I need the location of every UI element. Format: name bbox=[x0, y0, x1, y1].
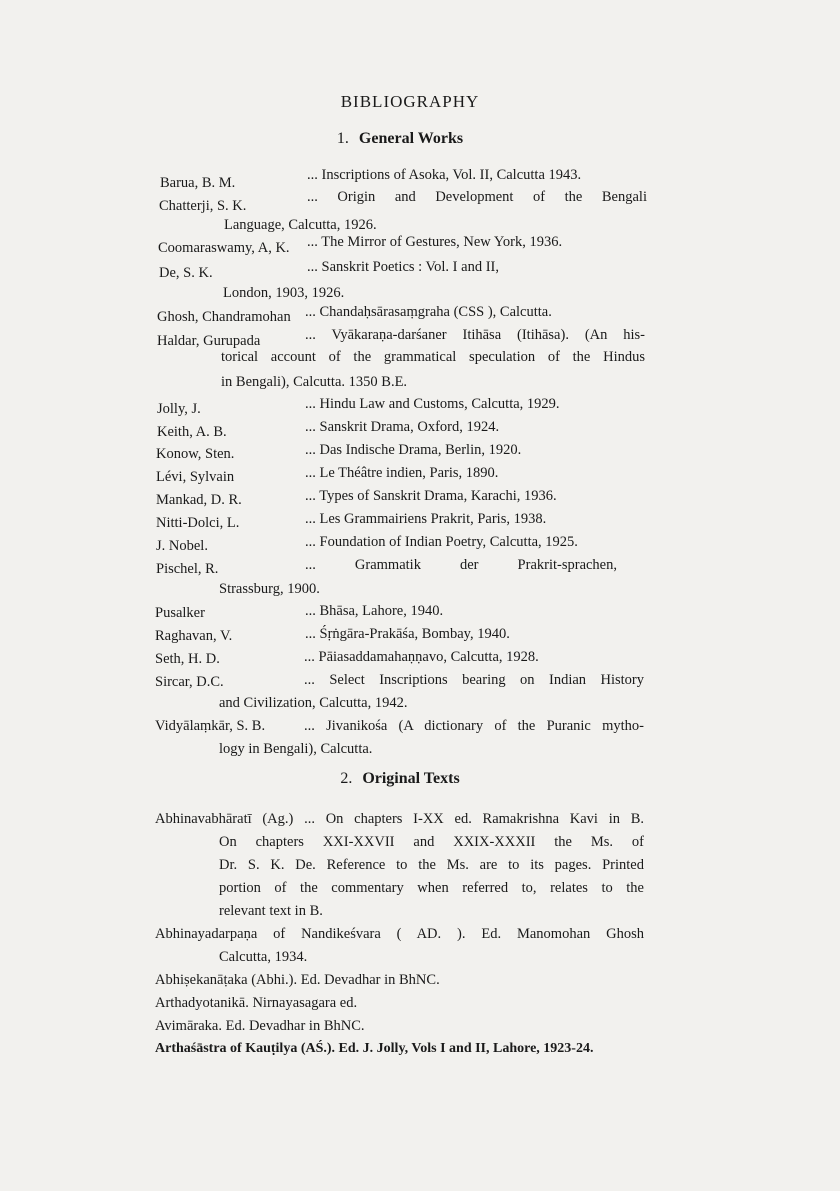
entry-work: ... The Mirror of Gestures, New York, 1936. bbox=[307, 234, 563, 250]
entry-work-continued: logy in Bengali), Calcutta. bbox=[219, 741, 373, 757]
section-heading-original-texts bbox=[0, 770, 800, 788]
entry-work: ... Jivanikośa (A dictionary of the Puranic mytho- bbox=[304, 718, 644, 734]
entry-work: ... Sanskrit Poetics : Vol. I and II, bbox=[307, 259, 499, 275]
entry-work: ... Grammatik der Prakrit-sprachen, bbox=[305, 557, 617, 573]
entry-author: Haldar, Gurupada bbox=[157, 333, 261, 349]
entry-work: ... Select Inscriptions bearing on Indian History bbox=[304, 672, 644, 688]
entry-author: Vidyālaṃkār, S. B. bbox=[155, 718, 266, 734]
section-number: 1. bbox=[336, 130, 349, 147]
entry-continuation: Calcutta, 1934. bbox=[219, 949, 308, 965]
entry-work: ... Le Théâtre indien, Paris, 1890. bbox=[305, 465, 499, 481]
entry-author: Raghavan, V. bbox=[155, 628, 233, 644]
entry-author: Coomaraswamy, A, K. bbox=[158, 240, 290, 256]
entry-work: ... Das Indische Drama, Berlin, 1920. bbox=[305, 442, 522, 458]
entry-arthadyotanika: Arthadyotanikā. Nirnayasagara ed. bbox=[155, 995, 358, 1011]
entry-author: Barua, B. M. bbox=[160, 175, 236, 191]
entry-work: ... Chandaḥsārasaṃgraha (CSS ), Calcutta. bbox=[305, 304, 552, 320]
entry-work: ... Śṛṅgāra-Prakāśa, Bombay, 1940. bbox=[305, 626, 510, 642]
section-heading-general-works bbox=[0, 130, 800, 148]
entry-work: ... Hindu Law and Customs, Calcutta, 1929. bbox=[305, 396, 560, 412]
entry-author: Nitti-Dolci, L. bbox=[156, 515, 240, 531]
entry-continuation: relevant text in B. bbox=[219, 903, 323, 919]
entry-author: Keith, A. B. bbox=[157, 424, 227, 440]
section-title: General Works bbox=[358, 130, 464, 147]
entry-work-continued: London, 1903, 1926. bbox=[223, 285, 345, 301]
entry-work-continued: Language, Calcutta, 1926. bbox=[224, 217, 377, 233]
entry-author: Jolly, J. bbox=[157, 401, 201, 417]
entry-author: Sircar, D.C. bbox=[155, 674, 224, 690]
entry-author: Pischel, R. bbox=[156, 561, 219, 577]
entry-arthasastra: Arthaśāstra of Kauṭilya (AŚ.). Ed. J. Jolly, Vols I and II, Lahore, 1923-24. bbox=[155, 1041, 594, 1056]
entry-author: Ghosh, Chandramohan bbox=[157, 309, 291, 325]
entry-abhisekanataka: Abhiṣekanāṭaka (Abhi.). Ed. Devadhar in BhNC. bbox=[155, 972, 440, 988]
entry-first-line: Abhinayadarpaṇa of Nandikeśvara ( AD. ). Ed. Manomohan Ghosh bbox=[155, 926, 644, 942]
entry-author: Pusalker bbox=[155, 605, 205, 621]
entry-author: Lévi, Sylvain bbox=[156, 469, 235, 485]
entry-first-line: Abhinavabhāratī (Ag.) ... On chapters I-XX ed. Ramakrishna Kavi in B. bbox=[155, 811, 644, 827]
entry-work-continued: in Bengali), Calcutta. 1350 B.E. bbox=[221, 374, 408, 390]
entry-work: ... Sanskrit Drama, Oxford, 1924. bbox=[305, 419, 500, 435]
entry-author: Konow, Sten. bbox=[156, 446, 235, 462]
section-number: 2. bbox=[340, 770, 353, 787]
page-title: BIBLIOGRAPHY bbox=[340, 92, 480, 111]
entry-work: ... Pāiasaddamahaṇṇavo, Calcutta, 1928. bbox=[304, 649, 539, 665]
entry-author: De, S. K. bbox=[159, 265, 213, 281]
entry-author: J. Nobel. bbox=[156, 538, 208, 554]
entry-work: ... Types of Sanskrit Drama, Karachi, 1936. bbox=[305, 488, 557, 504]
entry-work: ... Les Grammairiens Prakrit, Paris, 1938. bbox=[305, 511, 547, 527]
entry-continuation: portion of the commentary when referred to, relates to the bbox=[219, 880, 644, 896]
entry-work: ... Foundation of Indian Poetry, Calcutta, 1925. bbox=[305, 534, 578, 550]
entry-work: ... Origin and Development of the Bengali bbox=[307, 189, 647, 205]
section-title: Original Texts bbox=[362, 770, 460, 787]
entry-author: Mankad, D. R. bbox=[156, 492, 242, 508]
entry-work: ... Inscriptions of Asoka, Vol. II, Calcutta 1943. bbox=[307, 167, 582, 183]
entry-work: ... Bhāsa, Lahore, 1940. bbox=[305, 603, 444, 619]
entry-continuation: On chapters XXI-XXVII and XXIX-XXXII the Ms. of bbox=[219, 834, 644, 850]
entry-author: Seth, H. D. bbox=[155, 651, 220, 667]
entry-work-continued: and Civilization, Calcutta, 1942. bbox=[219, 695, 408, 711]
entry-work: ... Vyākaraṇa-darśaner Itihāsa (Itihāsa). (An his- bbox=[305, 327, 645, 343]
entry-work-continued: Strassburg, 1900. bbox=[219, 581, 320, 597]
entry-continuation: Dr. S. K. De. Reference to the Ms. are to its pages. Printed bbox=[219, 857, 644, 873]
entry-author: Chatterji, S. K. bbox=[159, 198, 247, 214]
entry-work-continued: torical account of the grammatical speculation of the Hindus bbox=[221, 349, 645, 365]
entry-avimaraka: Avimāraka. Ed. Devadhar in BhNC. bbox=[155, 1018, 365, 1034]
